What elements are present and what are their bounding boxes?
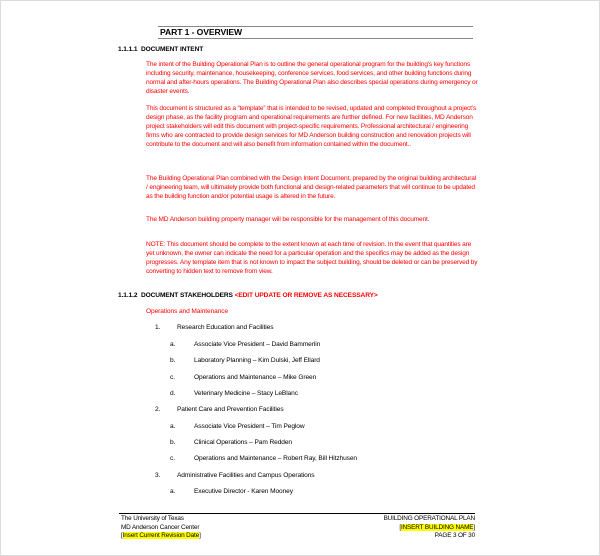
section-number: 1.1.1.2 xyxy=(118,292,138,299)
footer-left xyxy=(121,515,201,541)
group-label: Operations and Maintenance xyxy=(146,308,229,315)
list-marker: c. xyxy=(170,455,175,462)
section-title: DOCUMENT STAKEHOLDERS xyxy=(140,292,233,299)
bracket-close: ] xyxy=(473,523,475,531)
list-marker: 3. xyxy=(155,472,161,479)
intent-paragraph-note: NOTE: This document should be complete to the extent known at each time of revision. In the event that quantities are yet unknown, the owner can indicate the need for a particular operation and the specifics may be added as the design progresses. Any template item that is not known to impact the subject building, should be deleted or can be preserved by converting to hidden text to remove from view. xyxy=(146,241,478,276)
list-label: Operations and Maintenance – Robert Ray, Bill Hitzhusen xyxy=(194,455,357,462)
list-marker: a. xyxy=(170,423,176,430)
list-label: Associate Vice President – Tim Peglow xyxy=(194,423,305,430)
list-label: Veterinary Medicine – Stacy LeBlanc xyxy=(194,390,298,397)
section-title: DOCUMENT INTENT xyxy=(140,46,204,53)
list-label: Laboratory Planning – Kim Dulski, Jeff Ellard xyxy=(194,357,320,364)
list-label: Patient Care and Prevention Facilities xyxy=(177,406,284,413)
building-name-placeholder: INSERT BUILDING NAME xyxy=(400,523,474,531)
section-heading-stakeholders xyxy=(118,292,378,299)
revision-date-placeholder: Insert Current Revision Date xyxy=(122,532,200,540)
footer-institution: The University of Texas xyxy=(121,515,184,522)
bracket-open: [ xyxy=(121,532,123,540)
footer-revision-date xyxy=(121,532,201,541)
bracket-close: ] xyxy=(199,532,201,540)
list-marker: c. xyxy=(170,374,175,381)
list-label: Associate Vice President – David Bammerlin xyxy=(194,341,321,348)
part-title: PART 1 - OVERVIEW xyxy=(158,26,473,39)
footer-center-name: MD Anderson Cancer Center xyxy=(121,523,200,531)
intent-paragraph-4: The MD Anderson building property manager will be responsible for the management of this document. xyxy=(146,216,430,223)
intent-paragraph-1: The intent of the Building Operational Plan is to outline the general operational program for the building's key functions including security, maintenance, housekeeping, conference services, food services, and other building functions during normal and after-hours operations. The Building Operational Plan also describes special operations during emergency or disaster events. xyxy=(146,61,478,96)
list-label: Operations and Maintenance – Mike Green xyxy=(194,374,317,381)
section-number: 1.1.1.1 xyxy=(118,46,138,53)
list-marker: 1. xyxy=(155,324,161,331)
edit-note: <EDIT UPDATE OR REMOVE AS NECESSARY> xyxy=(234,292,378,299)
list-marker: a. xyxy=(170,341,176,348)
list-label: Executive Director - Karen Mooney xyxy=(194,488,293,495)
list-label: Clinical Operations – Pam Redden xyxy=(194,439,292,446)
page-footer xyxy=(119,513,475,540)
list-marker: a. xyxy=(170,488,176,495)
footer-page-number: PAGE 3 OF 30 xyxy=(434,532,475,540)
intent-paragraph-3: The Building Operational Plan combined with the Design Intent Document, prepared by the original building architectural / engineering team, will ultimately provide both functional and design-related parameters that will continue to be updated as the building function and/or potential usage is altered in the future. xyxy=(146,175,477,201)
footer-building-name xyxy=(384,524,475,533)
list-label: Administrative Facilities and Campus Operations xyxy=(177,472,315,479)
intent-paragraph-2: This document is structured as a “template” that is intended to be revised, updated and completed throughout a project’s design phase, as the facility program and operational requirements are further defined. For new facilities, MD Anderson project stakeholders will edit this document with project-specific requirements. Professional architectural / engineering firms who are contracted to provide design services for MD Anderson building construction and renovation projects will contribute to the document and will also benefit from information contained within the document.. xyxy=(146,105,477,149)
list-marker: b. xyxy=(170,357,176,364)
list-marker: 2. xyxy=(155,406,161,413)
list-label: Research Education and Facilities xyxy=(177,324,274,331)
list-marker: d. xyxy=(170,390,176,397)
section-heading-intent xyxy=(118,46,203,53)
footer-doc-title: BUILDING OPERATIONAL PLAN xyxy=(383,515,475,522)
footer-right xyxy=(384,515,475,541)
list-marker: b. xyxy=(170,439,176,446)
